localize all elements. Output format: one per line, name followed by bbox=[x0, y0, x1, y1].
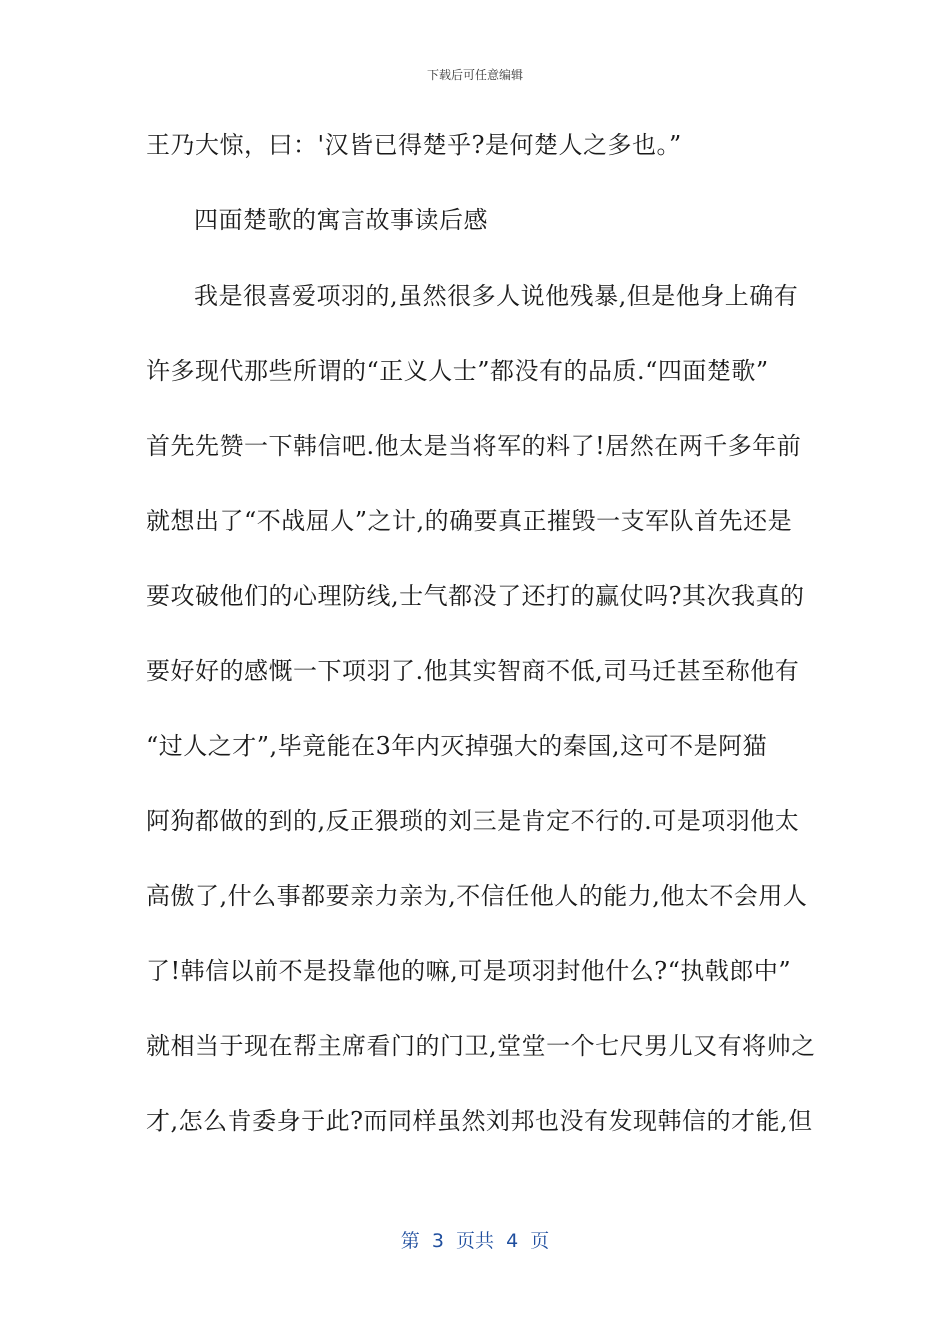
page-header: 下载后可任意编辑 bbox=[426, 68, 523, 82]
text-line: 首先先赞一下韩信吧.他太是当将军的料了!居然在两千多年前 bbox=[146, 432, 802, 460]
text-line: “过人之才”,毕竟能在3年内灭掉强大的秦国,这可不是阿猫 bbox=[146, 732, 768, 760]
text-line: 要攻破他们的心理防线,士气都没了还打的赢仗吗?其次我真的 bbox=[146, 582, 805, 610]
text-line: 才,怎么肯委身于此?而同样虽然刘邦也没有发现韩信的才能,但 bbox=[146, 1107, 813, 1135]
text-line: 我是很喜爱项羽的,虽然很多人说他残暴,但是他身上确有 bbox=[194, 282, 799, 310]
page-footer: 第 3 页共 4 页 bbox=[400, 1230, 550, 1252]
text-line: 高傲了,什么事都要亲力亲为,不信任他人的能力,他太不会用人 bbox=[146, 882, 808, 910]
text-line: 要好好的感慨一下项羽了.他其实智商不低,司马迁甚至称他有 bbox=[146, 657, 800, 685]
text-line: 了!韩信以前不是投靠他的嘛,可是项羽封他什么?“执戟郎中” bbox=[146, 957, 792, 985]
section-title: 四面楚歌的寓言故事读后感 bbox=[194, 206, 488, 234]
text-line: 王乃大惊，曰：'汉皆已得楚乎?是何楚人之多也。” bbox=[146, 131, 682, 159]
text-line: 许多现代那些所谓的“正义人士”都没有的品质.“四面楚歌” bbox=[146, 357, 769, 385]
text-line: 就想出了“不战屈人”之计,的确要真正摧毁一支军队首先还是 bbox=[146, 507, 793, 535]
text-line: 阿狗都做的到的,反正猥琐的刘三是肯定不行的.可是项羽他太 bbox=[146, 807, 800, 835]
text-line: 就相当于现在帮主席看门的门卫,堂堂一个七尺男儿又有将帅之 bbox=[146, 1032, 816, 1060]
